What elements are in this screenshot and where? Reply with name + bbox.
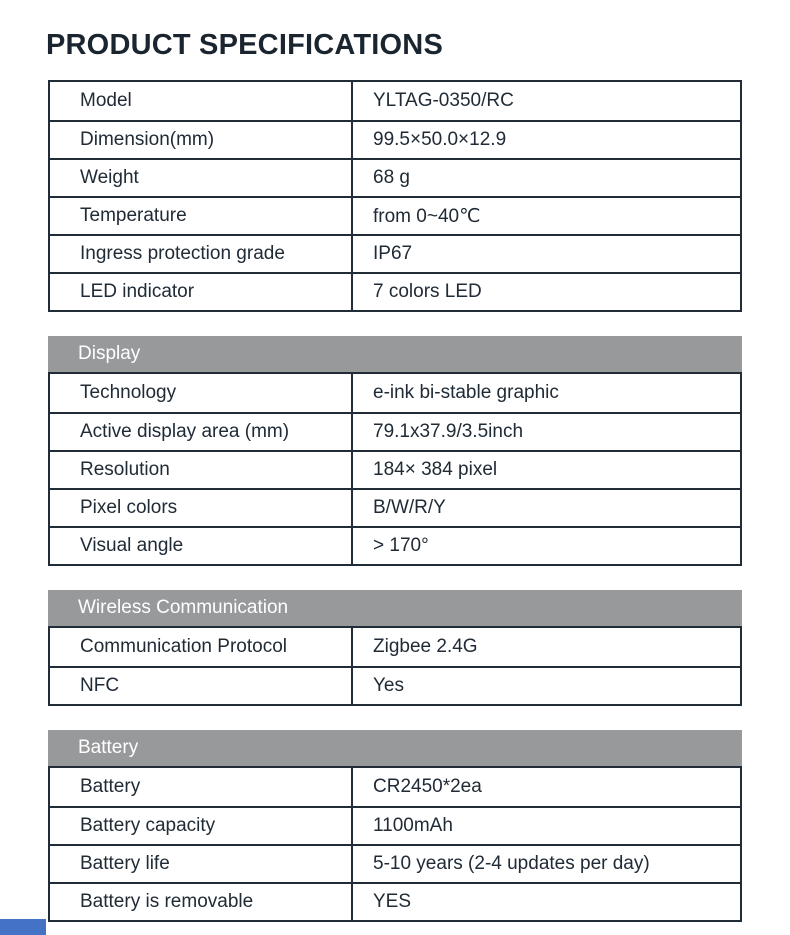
spec-value: 7 colors LED — [373, 281, 482, 302]
table-battery — [48, 730, 742, 922]
spec-label: Visual angle — [50, 528, 353, 564]
spec-value: IP67 — [373, 243, 413, 264]
spec-label: Dimension(mm) — [50, 122, 353, 158]
table-display-body — [48, 372, 742, 566]
spec-value: > 170° — [373, 535, 429, 556]
table-row — [50, 158, 740, 196]
table-battery-body — [48, 766, 742, 922]
spec-label: Ingress protection grade — [50, 236, 353, 272]
page-title: PRODUCT SPECIFICATIONS — [46, 29, 443, 61]
table-row — [50, 196, 740, 234]
spec-value: YES — [373, 891, 412, 912]
spec-value: 184× 384 pixel — [373, 459, 498, 480]
spec-value: Yes — [373, 675, 404, 696]
spec-label: Battery is removable — [50, 884, 353, 920]
spec-value: from 0~40℃ — [373, 205, 481, 227]
section-header-display: Display — [48, 336, 742, 372]
spec-label: Active display area (mm) — [50, 414, 353, 450]
table-row — [50, 806, 740, 844]
section-header-battery: Battery — [48, 730, 742, 766]
table-row — [50, 666, 740, 704]
spec-label: Weight — [50, 160, 353, 196]
spec-label: Temperature — [50, 198, 353, 234]
spec-value: 99.5×50.0×12.9 — [373, 129, 507, 150]
spec-label: Battery — [50, 768, 353, 806]
spec-value: 79.1x37.9/3.5inch — [373, 421, 524, 442]
spec-label: Resolution — [50, 452, 353, 488]
table-wireless-body — [48, 626, 742, 706]
spec-label: Technology — [50, 374, 353, 412]
table-row — [50, 120, 740, 158]
spec-label: Model — [50, 82, 353, 120]
table-row — [50, 374, 740, 412]
spec-value: 5-10 years (2-4 updates per day) — [373, 853, 650, 874]
spec-value: 68 g — [373, 167, 410, 188]
spec-value: CR2450*2ea — [373, 776, 482, 797]
table-general-body — [48, 80, 742, 312]
spec-label: Communication Protocol — [50, 628, 353, 666]
spec-value: Zigbee 2.4G — [373, 636, 478, 657]
spec-value: 1100mAh — [373, 815, 453, 836]
spec-label: Battery life — [50, 846, 353, 882]
table-row — [50, 882, 740, 920]
table-row — [50, 272, 740, 310]
table-display — [48, 336, 742, 566]
table-row — [50, 234, 740, 272]
table-row — [50, 768, 740, 806]
table-row — [50, 526, 740, 564]
spec-label: Battery capacity — [50, 808, 353, 844]
bottom-accent-bar — [0, 919, 46, 935]
spec-value: e-ink bi-stable graphic — [373, 382, 559, 403]
table-wireless-communication — [48, 590, 742, 706]
table-row — [50, 488, 740, 526]
table-row — [50, 450, 740, 488]
table-row — [50, 844, 740, 882]
section-header-wireless-communication: Wireless Communication — [48, 590, 742, 626]
table-row — [50, 412, 740, 450]
spec-label: Pixel colors — [50, 490, 353, 526]
table-row — [50, 628, 740, 666]
spec-label: LED indicator — [50, 274, 353, 310]
spec-value: YLTAG-0350/RC — [373, 90, 514, 111]
spec-value: B/W/R/Y — [373, 497, 446, 518]
table-general — [48, 80, 742, 312]
spec-label: NFC — [50, 668, 353, 704]
table-row — [50, 82, 740, 120]
